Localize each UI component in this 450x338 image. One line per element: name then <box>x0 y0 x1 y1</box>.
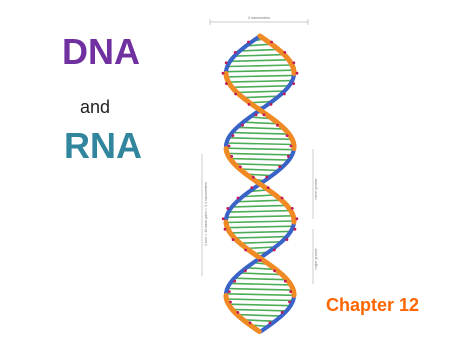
base-pair-rung <box>228 81 292 83</box>
base-pair-rung <box>227 226 293 228</box>
atom-marker <box>252 176 255 179</box>
atom-marker <box>281 197 284 200</box>
atom-marker <box>294 228 297 231</box>
atom-marker <box>232 238 235 241</box>
base-pair-rung <box>226 148 294 150</box>
atom-marker <box>292 61 295 64</box>
base-pair-rung <box>236 55 284 57</box>
atom-marker <box>228 290 231 293</box>
base-pair-rung <box>240 169 280 171</box>
base-pair-rung <box>227 289 293 291</box>
atom-marker <box>225 61 228 64</box>
base-pair-rung <box>238 242 281 244</box>
atom-marker <box>286 134 289 137</box>
chapter-label: Chapter 12 <box>326 295 420 315</box>
base-pair-rung <box>229 211 290 213</box>
atom-marker <box>283 51 286 54</box>
atom-marker <box>267 186 270 189</box>
title-and: and <box>80 97 111 117</box>
atom-marker <box>273 249 276 252</box>
atom-marker <box>248 103 251 106</box>
atom-marker <box>239 165 242 168</box>
major-groove-label: major groove <box>314 248 318 270</box>
atom-marker <box>259 259 262 262</box>
atom-marker <box>233 280 236 283</box>
atom-marker <box>278 165 281 168</box>
atom-marker <box>276 124 279 127</box>
base-pair-rung <box>226 143 293 145</box>
title-rna: RNA <box>64 125 142 166</box>
atom-marker <box>281 311 284 314</box>
base-pair-rung <box>231 60 289 62</box>
atom-marker <box>283 93 286 96</box>
base-pair-rung <box>243 122 277 124</box>
atom-marker <box>222 72 225 75</box>
atom-marker <box>270 103 273 106</box>
base-pair-rung <box>229 138 292 140</box>
base-pair-rung <box>234 164 285 166</box>
atom-marker <box>286 238 289 241</box>
atom-marker <box>234 51 237 54</box>
base-pair-rung <box>232 133 288 135</box>
atom-marker <box>225 82 228 85</box>
atom-marker <box>291 207 294 210</box>
base-pair-rung <box>232 309 288 311</box>
atom-marker <box>269 321 272 324</box>
dna-double-helix-illustration <box>196 14 326 336</box>
atom-marker <box>234 93 237 96</box>
atom-marker <box>284 280 287 283</box>
atom-marker <box>270 41 273 44</box>
base-pair-rung <box>230 159 290 161</box>
atom-marker <box>237 197 240 200</box>
backbone-segment-front <box>257 330 259 332</box>
base-pair-rung <box>233 205 287 207</box>
atom-marker <box>222 217 225 220</box>
top-dimension-label: 2 nanometers <box>248 16 270 20</box>
atom-marker <box>232 134 235 137</box>
atom-marker <box>273 269 276 272</box>
base-pair-rung <box>237 127 283 128</box>
atom-marker <box>296 72 299 75</box>
side-dimension-label: 1 turn = 10 base pairs = 3.4 nanometers <box>204 182 208 246</box>
base-pair-rung <box>238 200 281 202</box>
base-pair-rung <box>226 75 294 77</box>
base-pair-rung <box>226 70 294 72</box>
atom-marker <box>265 176 268 179</box>
base-pair-rung <box>233 237 287 239</box>
base-pair-rung <box>226 299 293 301</box>
base-pair-rung <box>246 268 273 270</box>
base-pair-rung <box>228 65 292 67</box>
atom-marker <box>247 41 250 44</box>
base-pair-rung <box>229 231 290 233</box>
atom-marker <box>255 113 258 116</box>
atom-marker <box>295 217 298 220</box>
atom-marker <box>244 269 247 272</box>
base-pair-rung <box>229 304 292 306</box>
atom-marker <box>229 301 232 304</box>
atom-marker <box>288 301 291 304</box>
base-pair-rung <box>227 153 293 155</box>
title-dna: DNA <box>62 31 140 72</box>
base-pair-rung <box>227 216 293 218</box>
base-pair-rung <box>237 315 283 317</box>
base-pair-rung <box>231 86 289 88</box>
atom-marker <box>244 249 247 252</box>
base-pair-rung <box>234 278 285 280</box>
base-pair-rung <box>242 49 279 51</box>
base-pair-rung <box>226 221 294 223</box>
base-pair-rung <box>226 294 294 296</box>
atom-marker <box>292 82 295 85</box>
minor-groove-label: minor groove <box>314 178 318 200</box>
atom-marker <box>250 186 253 189</box>
atom-marker <box>287 155 290 158</box>
base-pair-rung <box>245 195 276 197</box>
base-pair-rung <box>240 273 280 275</box>
atom-marker <box>226 207 229 210</box>
atom-marker <box>289 290 292 293</box>
atom-marker <box>290 145 293 148</box>
atom-marker <box>228 145 231 148</box>
base-pair-rung <box>235 91 284 93</box>
atom-marker <box>249 321 252 324</box>
base-pair-rung <box>241 96 279 98</box>
atom-marker <box>224 228 227 231</box>
atom-marker <box>236 311 239 314</box>
atom-marker <box>241 124 244 127</box>
base-pair-rung <box>230 283 290 285</box>
atom-marker <box>230 155 233 158</box>
atom-marker <box>262 113 265 116</box>
